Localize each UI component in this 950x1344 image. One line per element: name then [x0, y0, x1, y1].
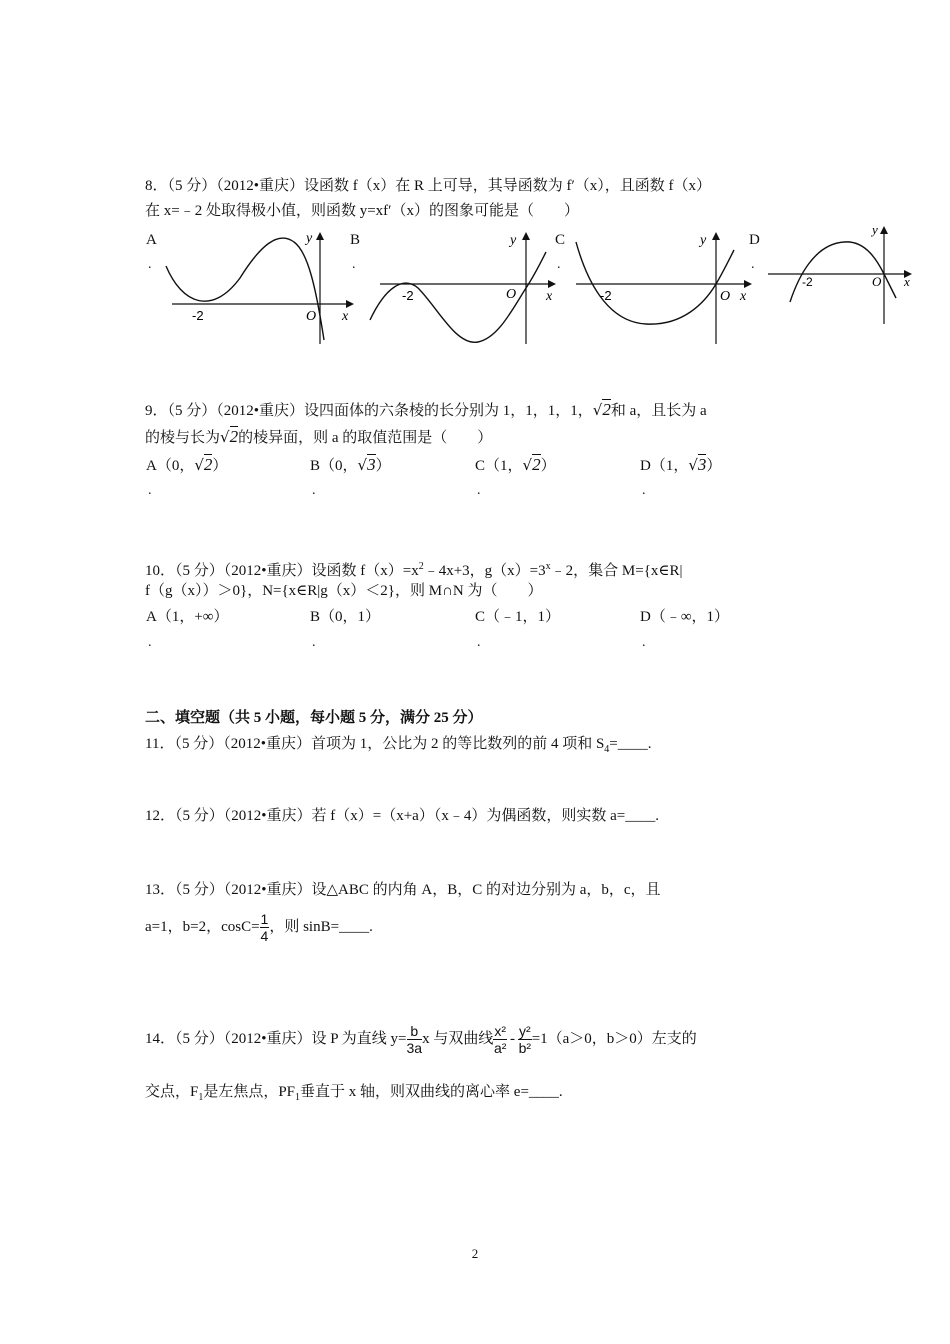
graph-c-x-label: x [740, 289, 747, 304]
graph-a-origin-label: O [306, 309, 317, 324]
q10-option-d: D（﹣∞，1） [640, 609, 730, 625]
graph-b-x-label: x [546, 289, 553, 304]
q8-option-c-letter: C [555, 232, 566, 248]
q8-option-b-letter: B [350, 232, 361, 248]
q8-graph-a [160, 228, 360, 346]
q14-f3-num: y² [519, 1023, 531, 1040]
q8-option-d-letter: D [749, 232, 760, 248]
graph-a-x-label: x [342, 309, 349, 324]
q14-line1-b: x 与双曲线 [422, 1031, 494, 1047]
q9-option-d-close: ） [706, 458, 722, 474]
q14-f2-den: a² [493, 1040, 507, 1057]
graph-d-minus2-label: -2 [802, 275, 813, 289]
q10-option-a-dot: . [148, 635, 152, 650]
q11-text-a: 11．（5 分）（2012•重庆）首项为 1，公比为 2 的等比数列的前 4 项和 S [145, 736, 605, 752]
q9-option-a-dot: . [148, 483, 152, 498]
q10-line1-b: ﹣4x+3，g（x）=3 [423, 563, 546, 579]
q9-line2 [145, 427, 492, 448]
graph-a-minus2-label: -2 [192, 308, 204, 323]
q9-option-a-radicand: 2 [203, 455, 213, 474]
q14-f1-num: b [407, 1023, 423, 1040]
q10-sup-x: x [545, 561, 551, 572]
q9-option-d-dot: . [642, 483, 646, 498]
q9-option-c-radicand: 2 [532, 455, 541, 474]
q13-line2-b: ，则 sinB=____. [269, 919, 373, 935]
graph-a-y-label: y [306, 231, 313, 246]
q13-fraction [260, 911, 270, 944]
sqrt-icon: √ [194, 456, 204, 474]
sqrt-icon: √ [357, 456, 368, 474]
q8-line1: 8．（5 分）（2012•重庆）设函数 f（x）在 R 上可导，其导函数为 f′（x），且函数 f（x） [145, 178, 712, 194]
q9-line1-radicand: 2 [602, 400, 611, 419]
q10-option-b-dot: . [312, 635, 316, 650]
q11-text-b: =____. [609, 736, 652, 752]
q10-sup-2: 2 [418, 561, 424, 572]
q9-option-b-close: ） [375, 458, 391, 474]
q10-option-a: A（1，+∞） [146, 609, 229, 625]
q10-line2: f（g（x））＞0}，N={x∈R|g（x）＜2}，则 M∩N 为（ ） [145, 583, 543, 599]
q10-line1-a: 10．（5 分）（2012•重庆）设函数 f（x）=x [145, 563, 419, 579]
q9-line1-text-b: 和 a，且长为 a [610, 403, 707, 419]
q8-option-a-dot: . [148, 257, 152, 272]
q11-line [145, 734, 652, 760]
q14-line1 [145, 1016, 697, 1062]
graph-b-y-label: y [510, 233, 517, 248]
q8-option-d-dot: . [751, 257, 755, 272]
q14-sub1: 1 [198, 1092, 204, 1103]
q14-f2-num: x² [494, 1023, 507, 1040]
graph-b-minus2-label: -2 [402, 288, 414, 303]
graph-c-minus2-label: -2 [600, 288, 612, 303]
q8-graph-b [366, 228, 566, 346]
q11-sub: 4 [604, 744, 610, 755]
graph-d-origin-label: O [872, 274, 882, 289]
q9-option-c-dot: . [477, 483, 481, 498]
q14-fraction-y [518, 1023, 532, 1056]
q13-line1: 13．（5 分）（2012•重庆）设△ABC 的内角 A，B，C 的对边分别为 a，b，c，且 [145, 882, 661, 898]
q8-graph-d [768, 222, 918, 326]
sqrt-icon: √ [688, 456, 698, 474]
q8-graph-c [572, 228, 762, 346]
q9-option-a-label: A（0， [146, 458, 195, 474]
q13-line2 [145, 908, 373, 946]
sqrt-icon: √ [522, 456, 533, 474]
q14-line2-a: 交点，F [145, 1084, 199, 1100]
graph-b-origin-label: O [506, 287, 517, 302]
q9-option-a [146, 455, 227, 476]
q9-option-d-label: D（1， [640, 458, 689, 474]
graph-c-origin-label: O [720, 289, 731, 304]
q13-frac-num: 1 [260, 911, 269, 928]
q14-f1-den: 3a [406, 1040, 423, 1057]
sqrt-icon: √ [592, 401, 603, 419]
q13-frac-den: 4 [260, 928, 269, 945]
q14-line1-a: 14．（5 分）（2012•重庆）设 P 为直线 y= [145, 1031, 407, 1047]
q14-minus: - [510, 1031, 516, 1047]
graph-c-y-label: y [700, 233, 707, 248]
page-number: 2 [471, 1246, 479, 1261]
graph-d-x-label: x [904, 274, 910, 289]
q14-fraction-line [407, 1023, 423, 1056]
q9-option-b-label: B（0， [310, 458, 358, 474]
q9-option-c-label: C（1， [475, 458, 523, 474]
q9-line2-text-a: 的棱与长为 [145, 430, 221, 446]
q9-option-d-radicand: 3 [697, 455, 707, 474]
q9-line1-text-a: 9．（5 分）（2012•重庆）设四面体的六条棱的长分别为 1，1，1，1， [145, 403, 593, 419]
q9-line2-radicand: 2 [229, 427, 239, 446]
section-2-title: 二、填空题（共 5 小题，每小题 5 分，满分 25 分） [145, 710, 483, 726]
q9-line1 [145, 400, 707, 421]
q14-line2 [145, 1082, 563, 1108]
q14-sub2: 1 [295, 1092, 301, 1103]
q10-option-d-dot: . [642, 635, 646, 650]
q14-line1-c: =1（a＞0，b＞0）左支的 [531, 1031, 697, 1047]
q14-line2-b: 是左焦点，PF [203, 1084, 296, 1100]
q14-fraction-x [493, 1023, 507, 1056]
q9-option-c [475, 455, 556, 476]
q9-option-a-close: ） [212, 458, 228, 474]
q9-line2-text-b: 的棱异面，则 a 的取值范围是（ ） [238, 430, 493, 446]
q8-option-c-dot: . [557, 257, 561, 272]
q13-line2-a: a=1，b=2，cosC= [145, 919, 260, 935]
q9-option-b-radicand: 3 [367, 455, 376, 474]
q10-option-c-dot: . [477, 635, 481, 650]
q9-option-d [640, 455, 721, 476]
q8-line2: 在 x=﹣2 处取得极小值，则函数 y=xf′（x）的图象可能是（ ） [145, 203, 579, 219]
q9-option-b-dot: . [312, 483, 316, 498]
q8-option-b-dot: . [352, 257, 356, 272]
q8-option-a-letter: A [146, 232, 157, 248]
graph-d-y-label: y [872, 222, 878, 237]
q10-option-b: B（0，1） [310, 609, 381, 625]
q10-line1-c: ﹣2，集合 M={x∈R| [550, 563, 683, 579]
q10-line1 [145, 557, 683, 581]
q9-option-b [310, 455, 391, 476]
q9-option-c-close: ） [540, 458, 556, 474]
q10-option-c: C（﹣1，1） [475, 609, 561, 625]
q12-line: 12．（5 分）（2012•重庆）若 f（x）=（x+a）（x﹣4）为偶函数，则实数 a=____. [145, 808, 659, 824]
q14-f3-den: b² [518, 1040, 532, 1057]
q14-line2-c: 垂直于 x 轴，则双曲线的离心率 e=____. [300, 1084, 563, 1100]
sqrt-icon: √ [220, 428, 230, 446]
